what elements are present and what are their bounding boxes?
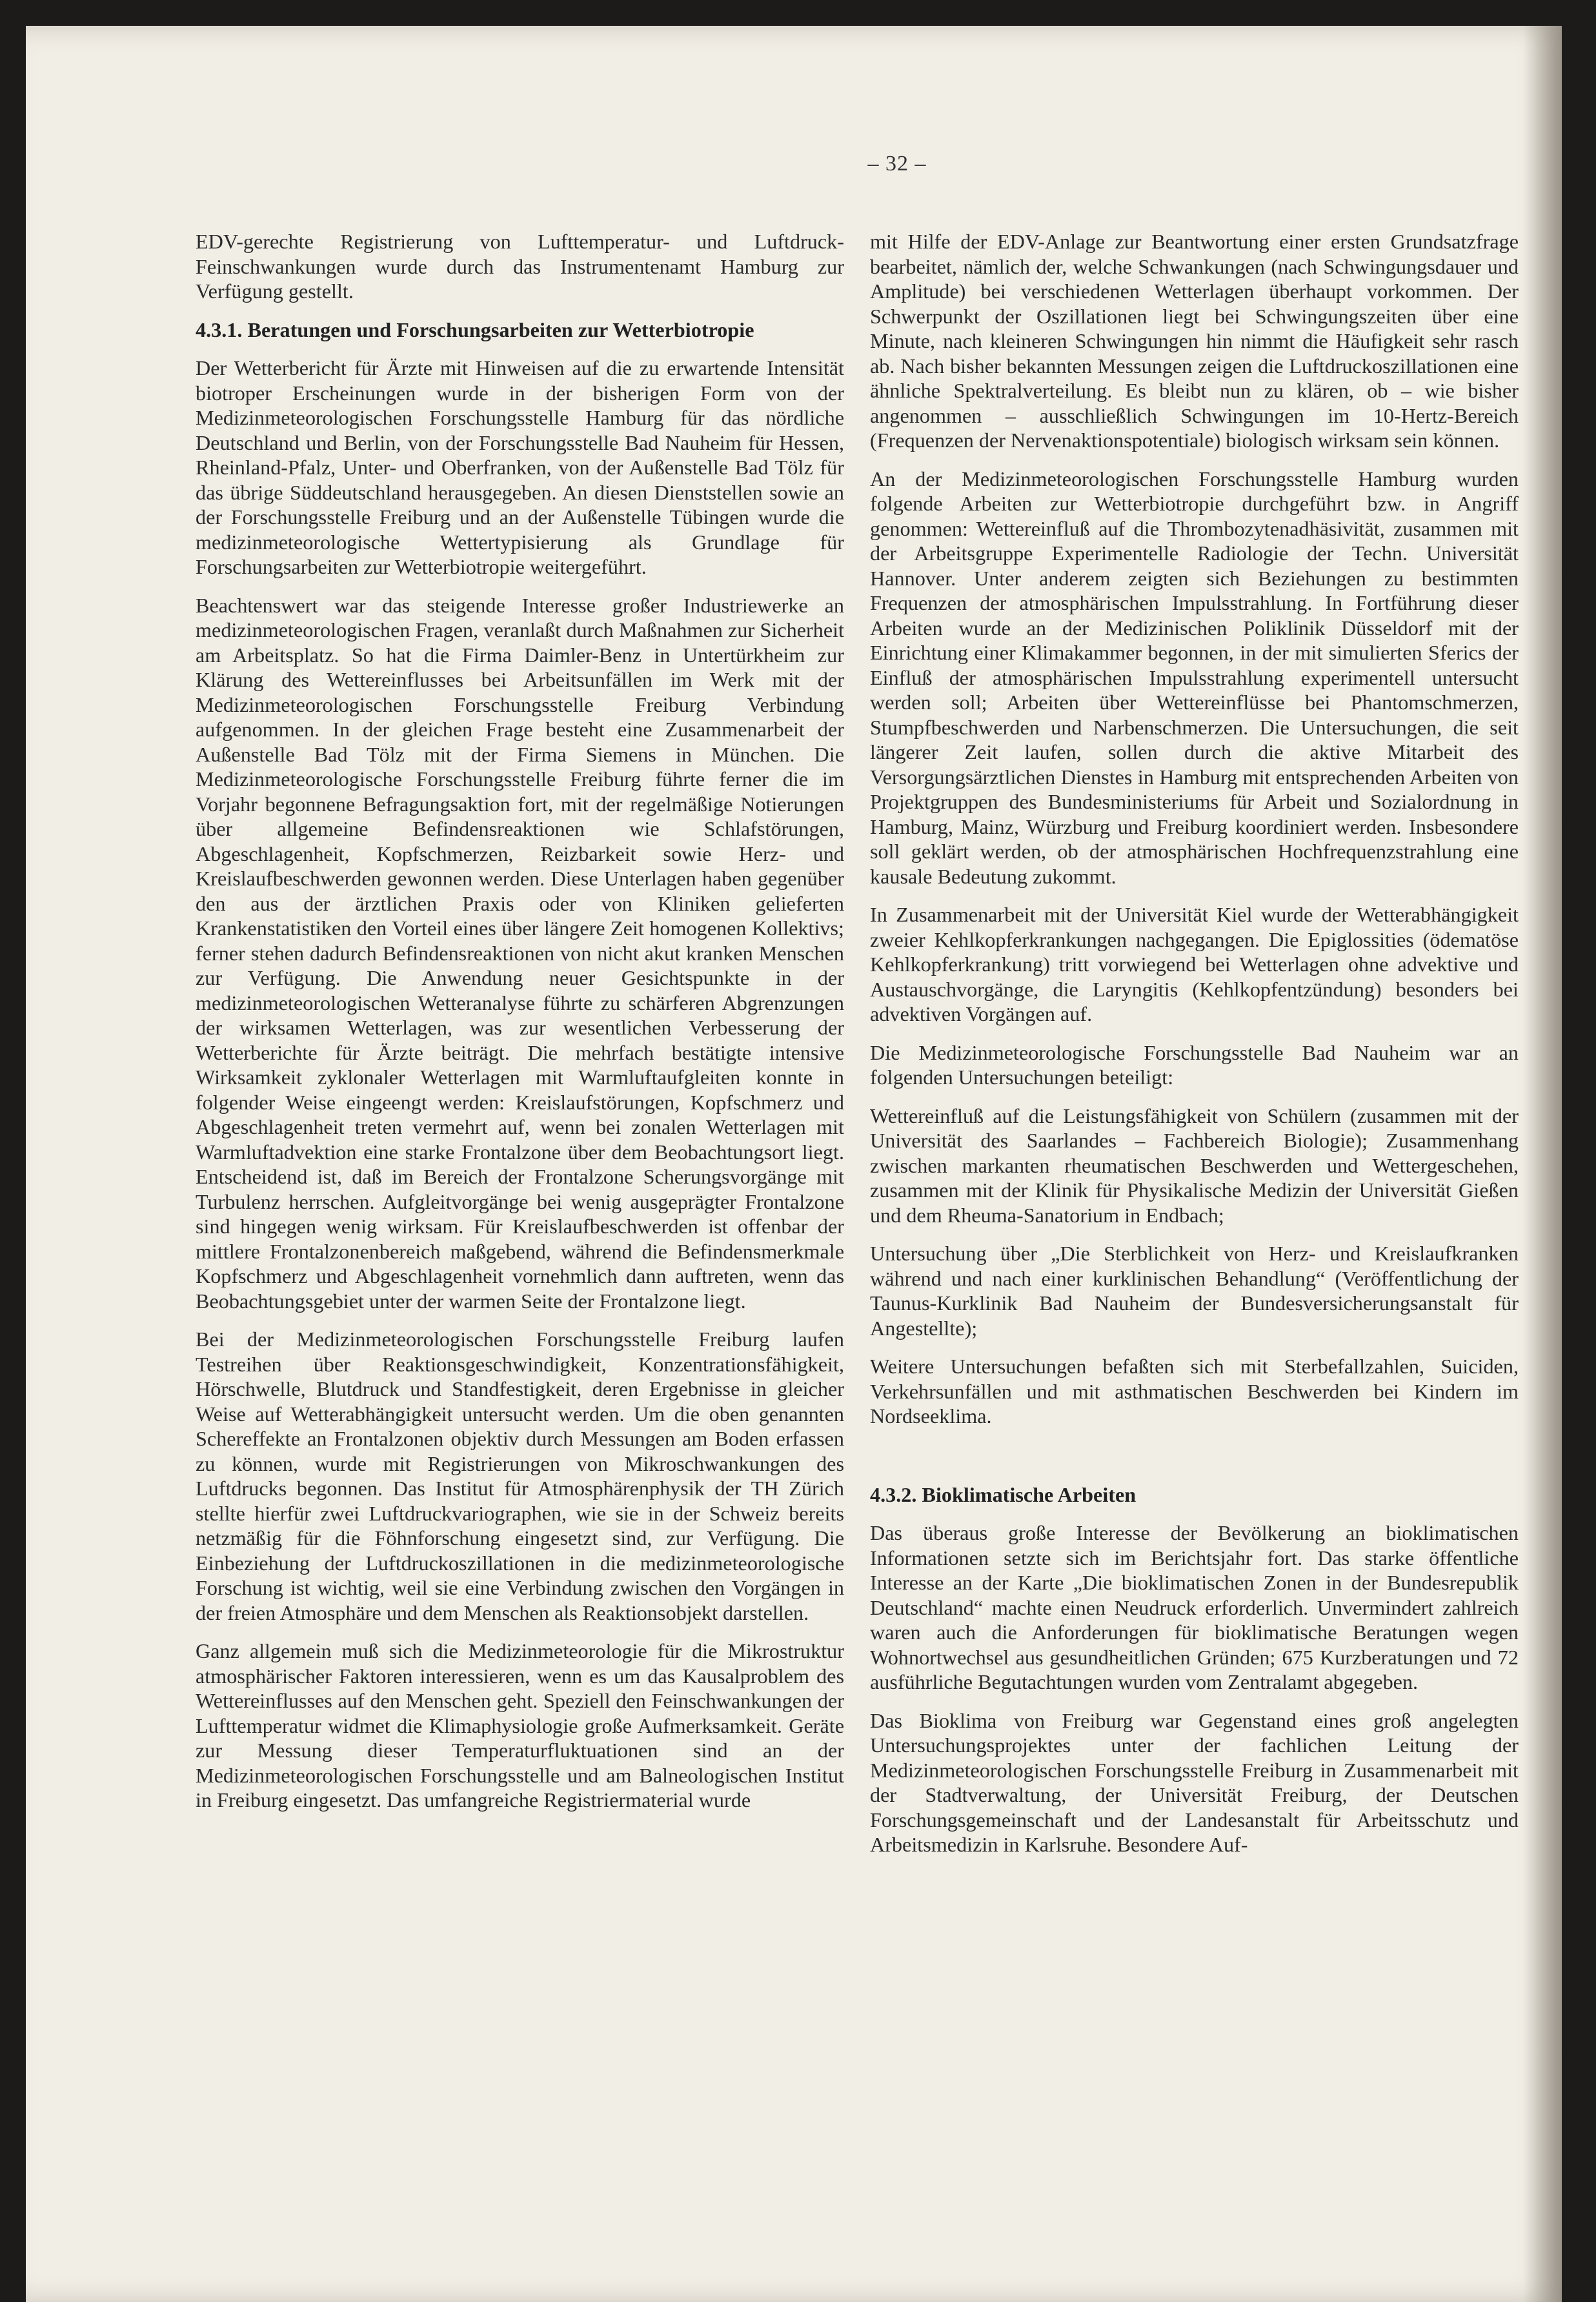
page-edge-shadow: [1523, 26, 1562, 2302]
paragraph: Der Wetterbericht für Ärzte mit Hinweisen auf die zu erwartende Intensität biotroper Erscheinungen wurde in der bisherigen Form von der Medizinmeteorologischen Forschungsstelle Hamburg für das nördliche Deutschland und Berlin, von der Forschungsstelle Bad Nauheim für Hessen, Rheinland-Pfalz, Unter- und Oberfranken, von der Außenstelle Bad Tölz für das übrige Süddeutschland herausgegeben. An diesen Dienststellen sowie an der Forschungsstelle Freiburg und an der Außenstelle Tübingen wurde die medizinmeteorologische Wettertypisierung als Grundlage für Forschungsarbeiten zur Wetterbiotropie weitergeführt.: [196, 356, 844, 578]
paragraph: Das überaus große Interesse der Bevölkerung an bioklimatischen Informationen setzte sich im Berichtsjahr fort. Das starke öffentliche Interesse an der Karte „Die bioklimatischen Zonen in der Bundesrepublik Deutschland“ machte einen Neudruck erforderlich. Unvermindert zahlreich waren auch die Anforderungen für bioklimatische Beratungen wegen Wohnortwechsel aus gesundheitlichen Gründen; 675 Kurzberatungen und 72 ausführliche Begutachtungen wurden vom Zentralamt abgegeben.: [870, 1521, 1519, 1693]
right-column: [870, 229, 1519, 1871]
section-heading-4-3-1: 4.3.1. Beratungen und Forschungsarbeiten zur Wetterbiotropie: [196, 318, 754, 341]
paragraph: Bei der Medizinmeteorologischen Forschungsstelle Freiburg laufen Testreihen über Reaktionsgeschwindigkeit, Konzentrationsfähigkeit, Hörschwelle, Blutdruck und Standfestigkeit, deren Ergebnisse in gleicher Weise auf Wetterabhängigkeit untersucht werden. Um die oben genannten Schereffekte an Frontalzonen objektiv durch Messungen am Boden erfassen zu können, wurde mit Registrierungen von Mikroschwankungen des Luftdrucks begonnen. Das Institut für Atmosphärenphysik der TH Zürich stellte hierfür zwei Luftdruckvariographen, wie sie in der Schweiz bereits netzmäßig für die Föhnforschung eingesetzt sind, zur Verfügung. Die Einbeziehung der Luftdruckoszillationen in die medizinmeteorologische Forschung ist wichtig, weil sie eine Verbindung zwischen den Vorgängen in der freien Atmosphäre und dem Menschen als Reaktionsobjekt darstellen.: [196, 1328, 844, 1624]
paragraph: Das Bioklima von Freiburg war Gegenstand eines groß angelegten Untersuchungsprojektes unter der fachlichen Leitung der Medizinmeteorologischen Forschungsstelle Freiburg in Zusammenarbeit mit der Stadtverwaltung, der Universität Freiburg, der Deutschen Forschungsgemeinschaft und der Landesanstalt für Arbeitsschutz und Arbeitsmedizin in Karlsruhe. Besondere Auf-: [870, 1708, 1519, 1856]
section-heading-4-3-2: 4.3.2. Bioklimatische Arbeiten: [870, 1482, 1136, 1506]
paragraph: An der Medizinmeteorologischen Forschungsstelle Hamburg wurden folgende Arbeiten zur Wetterbiotropie durchgeführt bzw. in Angriff genommen: Wettereinfluß auf die Thrombozytenadhäsivität, zusammen mit der Arbeitsgruppe Experimentelle Radiologie der Techn. Universität Hannover. Unter anderem zeigten sich Beziehungen zu bestimmten Frequenzen der atmosphärischen Impulsstrahlung. In Fortführung dieser Arbeiten wurde an der Medizinischen Poliklinik Düsseldorf mit der Einrichtung einer Klimakammer begonnen, in der mit simulierten Sferics der Einfluß der atmosphärischen Impulsstrahlung experimentell untersucht werden soll; Arbeiten über Wettereinflüsse bei Phantomschmerzen, Stumpfbeschwerden und Narbenschmerzen. Die Untersuchungen, die seit längerer Zeit laufen, sollen durch die aktive Mitarbeit des Versorgungsärztlichen Dienstes in Hamburg mit entsprechenden Arbeiten von Projektgruppen des Bundesministeriums für Arbeit und Sozialordnung in Hamburg, Mainz, Würzburg und Freiburg koordiniert werden. Insbesondere soll geklärt werden, ob der atmosphärischen Hochfrequenzstrahlung eine kausale Bedeutung zukommt.: [870, 467, 1519, 888]
paragraph: Weitere Untersuchungen befaßten sich mit Sterbefallzahlen, Suiciden, Verkehrsunfällen und mit asthmatischen Beschwerden bei Kindern im Nordseeklima.: [870, 1355, 1519, 1428]
paragraph: In Zusammenarbeit mit der Universität Kiel wurde der Wetterabhängigkeit zweier Kehlkopferkrankungen nachgegangen. Die Epiglossities (ödematöse Kehlkopferkrankung) tritt vorwiegend bei Wetterlagen ohne advektive und Austauschvorgänge, die Laryngitis (Kehlkopfentzündung) besonders bei advektiven Vorgängen auf.: [870, 903, 1519, 1025]
page-number: – 32 –: [867, 152, 927, 176]
left-column: [196, 229, 844, 1826]
paragraph: Wettereinfluß auf die Leistungsfähigkeit von Schülern (zusammen mit der Universität des Saarlandes – Fachbereich Biologie); Zusammenhang zwischen markanten rheumatischen Beschwerden und Wettergeschehen, zusammen mit der Klinik für Physikalische Medizin der Universität Gießen und dem Rheuma-Sanatorium in Endbach;: [870, 1104, 1519, 1227]
paragraph: Die Medizinmeteorologische Forschungsstelle Bad Nauheim war an folgenden Untersuchungen beteiligt:: [870, 1040, 1519, 1089]
paragraph: Beachtenswert war das steigende Interesse großer Industriewerke an medizinmeteorologischen Fragen, veranlaßt durch Maßnahmen zur Sicherheit am Arbeitsplatz. So hat die Firma Daimler-Benz in Untertürkheim zur Klärung des Wettereinflusses bei Arbeitsunfällen im Werk mit der Medizinmeteorologischen Forschungsstelle Freiburg Verbindung aufgenommen. In der gleichen Frage besteht eine Zusammenarbeit der Außenstelle Bad Tölz mit der Firma Siemens in München. Die Medizinmeteorologische Forschungsstelle Freiburg führte ferner die im Vorjahr begonnene Befragungsaktion fort, mit der regelmäßige Notierungen über allgemeine Befindensreaktionen wie Schlafstörungen, Abgeschlagenheit, Kopfschmerzen, Reizbarkeit sowie Herz- und Kreislaufbeschwerden gewonnen werden. Diese Unterlagen haben gegenüber den aus der ärztlichen Praxis oder von Kliniken gelieferten Krankenstatistiken den Vorteil eines über längere Zeit homogenen Kollektivs; ferner stehen dadurch Befindensreaktionen von nicht akut kranken Menschen zur Verfügung. Die Anwendung neuer Gesichtspunkte in der medizinmeteorologischen Wetteranalyse führte zu schärferen Abgrenzungen der wirksamen Wetterlagen, was zur wesentlichen Verbesserung der Wetterberichte für Ärzte beiträgt. Die mehrfach bestätigte intensive Wirksamkeit zyklonaler Wetterlagen mit Warmluftaufgleiten konnte in folgender Weise eingeengt werden: Kreislaufstörungen, Kopfschmerz und Abgeschlagenheit treten vermehrt auf, wenn bei zonalen Wetterlagen mit Warmluftadvektion eine starke Frontalzone über dem Beobachtungsort liegt. Entscheidend ist, daß im Bereich der Frontalzone Scherungsvorgänge mit Turbulenz herrschen. Aufgleitvorgänge bei wenig ausgeprägter Frontalzone sind hingegen wenig wirksam. Für Kreislaufbeschwerden ist offenbar der mittlere Frontalzonenbereich maßgebend, während die Befindensmerkmale Kopfschmerz und Abgeschlagenheit vornehmlich dann auftreten, wenn das Beobachtungsgebiet unter der warmen Seite der Frontalzone liegt.: [196, 593, 844, 1313]
paragraph: mit Hilfe der EDV-Anlage zur Beantwortung einer ersten Grundsatzfrage bearbeitet, nämlich der, welche Schwankungen (nach Schwingungsdauer und Amplitude) bei verschiedenen Wetterlagen überhaupt vorkommen. Der Schwerpunkt der Oszillationen liegt bei Schwingungszeiten über eine Minute, nach kleineren Schwingungen hin nimmt die Häufigkeit sehr rasch ab. Nach bisher bekannten Messungen zeigen die Luftdruckoszillationen eine ähnliche Spektralverteilung. Es bleibt nun zu klären, ob – wie bisher angenommen – ausschließlich Schwingungen im 10-Hertz-Bereich (Frequenzen der Nervenaktionspotentiale) biologisch wirksam sein können.: [870, 230, 1519, 452]
paragraph: Ganz allgemein muß sich die Medizinmeteorologie für die Mikrostruktur atmosphärischer Faktoren interessieren, wenn es um das Kausalproblem des Wettereinflusses auf den Menschen geht. Speziell den Feinschwankungen der Lufttemperatur widmet die Klimaphysiologie große Aufmerksamkeit. Geräte zur Messung dieser Temperaturfluktuationen sind an der Medizinmeteorologischen Forschungsstelle und am Balneologischen Institut in Freiburg eingesetzt. Das umfangreiche Registriermaterial wurde: [196, 1639, 844, 1812]
paragraph: EDV-gerechte Registrierung von Lufttemperatur- und Luftdruck-Feinschwankungen wurde durch das Instrumentenamt Hamburg zur Verfügung gestellt.: [196, 230, 844, 303]
paragraph: Untersuchung über „Die Sterblichkeit von Herz- und Kreislaufkranken während und nach einer kurklinischen Behandlung“ (Veröffentlichung der Taunus-Kurklinik Bad Nauheim der Bundesversicherungsanstalt für Angestellte);: [870, 1242, 1519, 1340]
